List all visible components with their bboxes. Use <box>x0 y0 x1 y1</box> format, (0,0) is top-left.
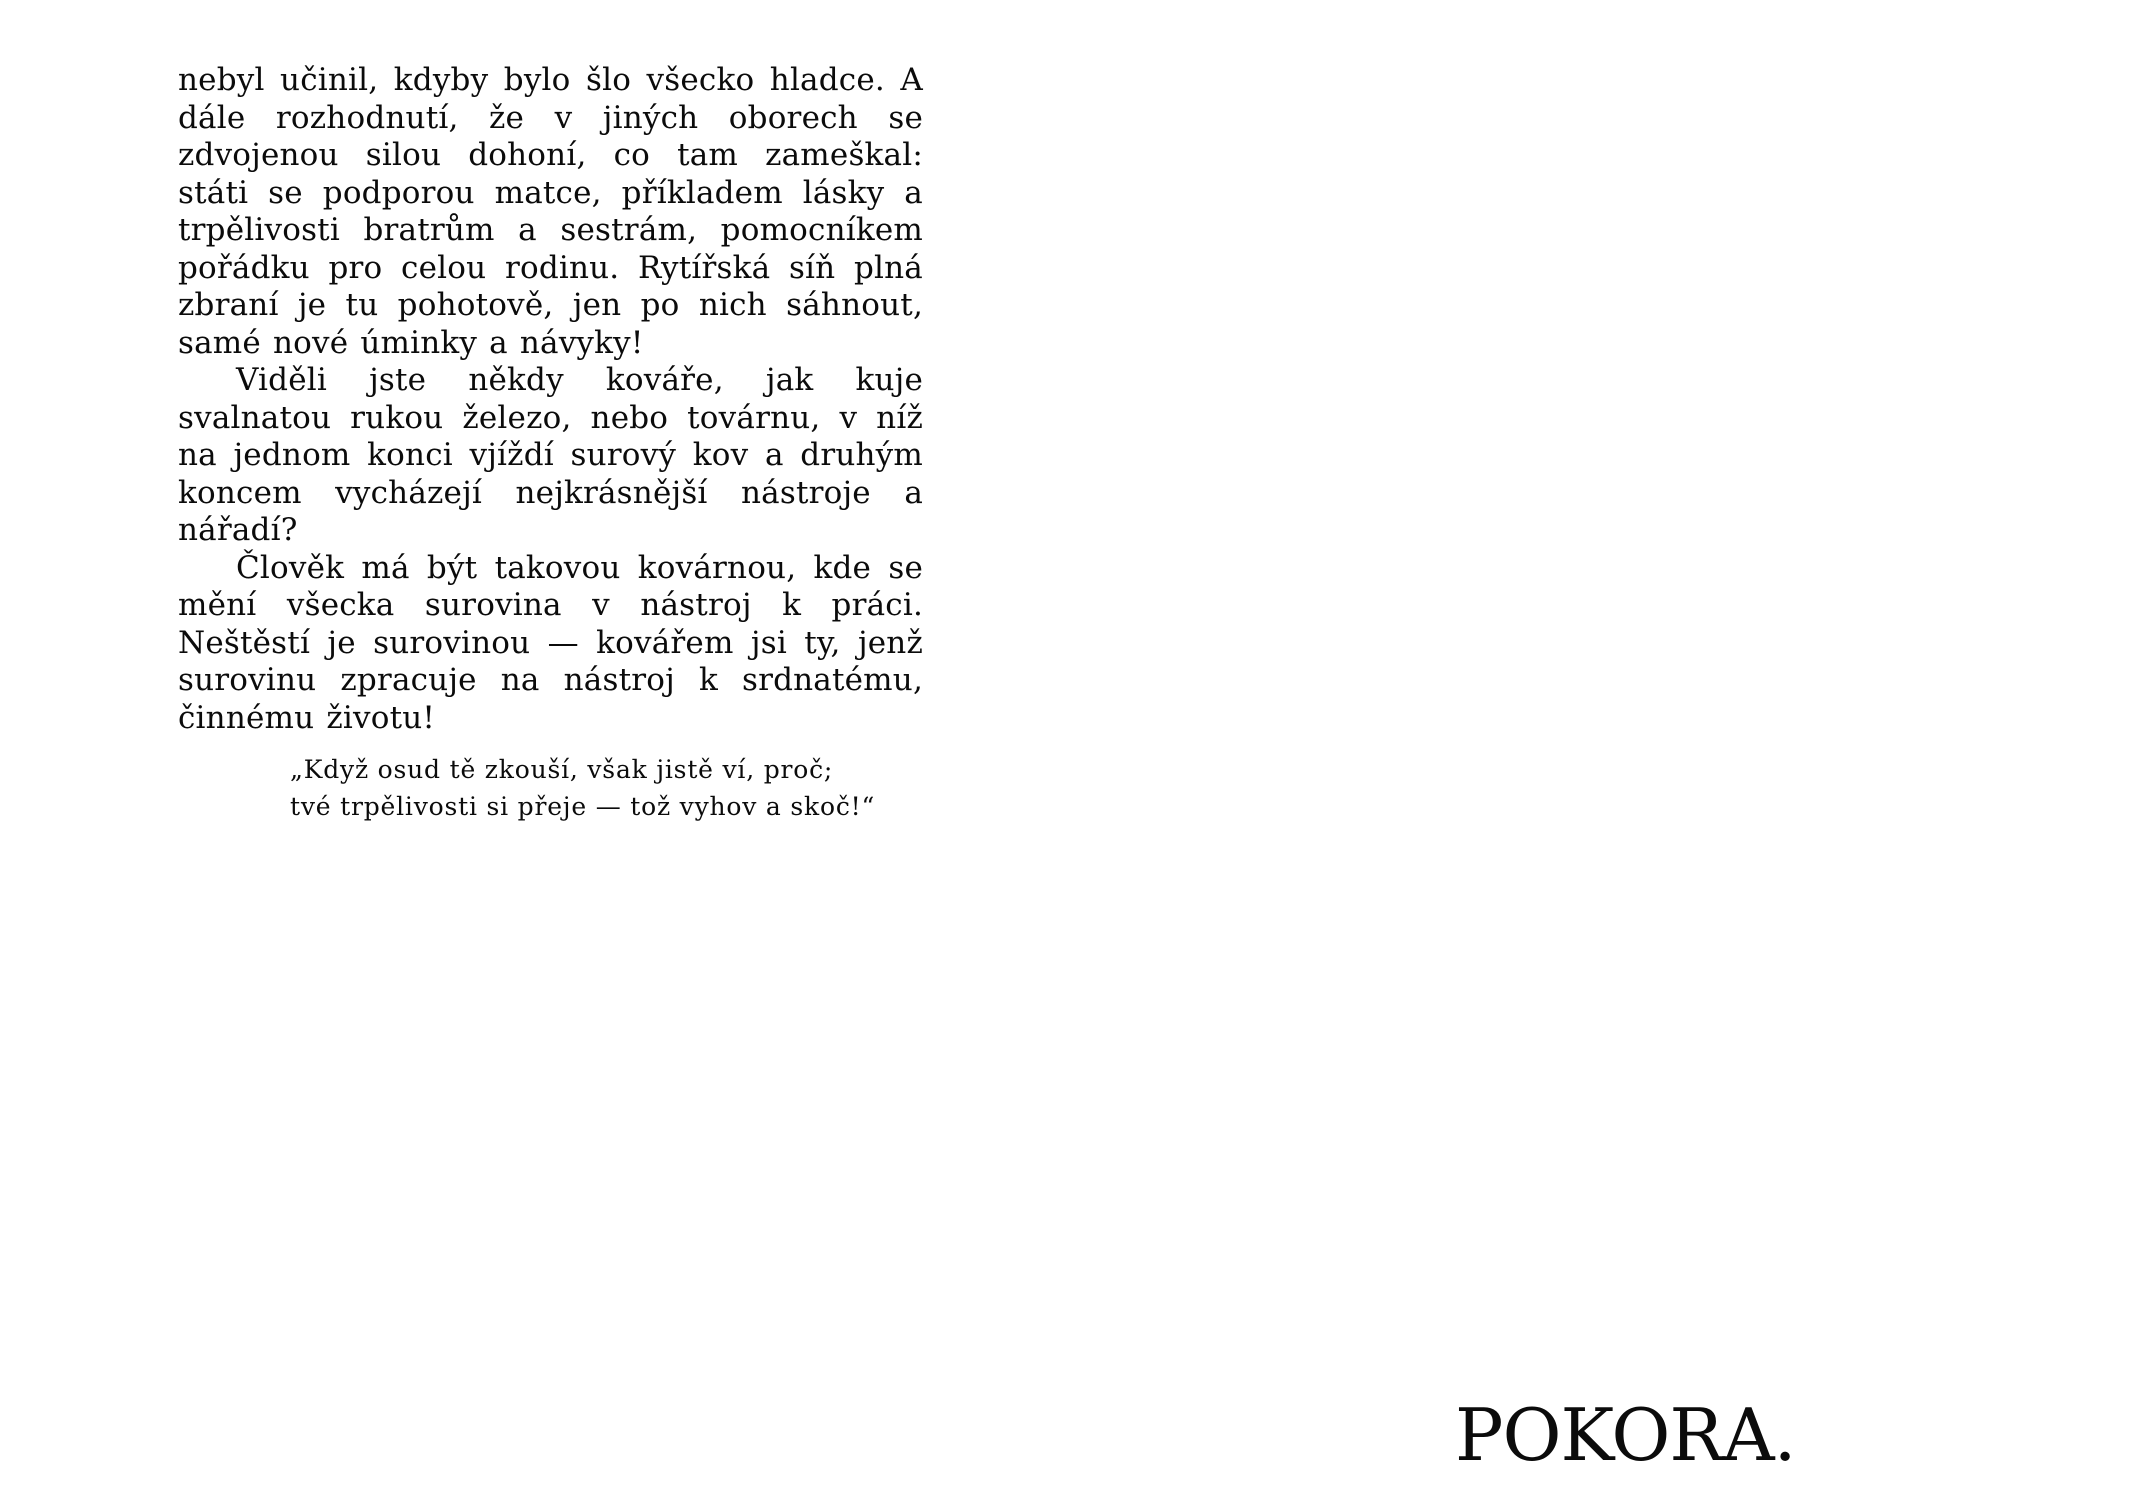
paragraph-blacksmith: Viděli jste někdy kováře, jak kuje svalnatou rukou železo, nebo továrnu, v níž na jednom konci vjíždí surový kov a druhým koncem vycházejí nejkrásnější nástroje a nářadí? <box>178 362 923 548</box>
chapter-title: POKORA. <box>1455 1393 1796 1477</box>
verse-line-2: tvé trpělivosti si přeje — tož vyhov a skoč!“ <box>290 792 876 821</box>
left-page-text <box>178 62 923 825</box>
paragraph-forge: Člověk má být takovou kovárnou, kde se mění všecka surovina v nástroj k práci. Neštěstí je surovinou — kovářem jsi ty, jenž surovinu zpracuje na nástroj k srdnatému, činnému životu! <box>178 549 923 736</box>
paragraph-continued: nebyl učinil, kdyby bylo šlo všecko hladce. A dále rozhodnutí, že v jiných oborech se zdvojenou silou dohoní, co tam zameškal: státi se podporou matce, příkladem lásky a trpělivosti bratrům a sestrám, pomocníkem pořádku pro celou rodinu. Rytířská síň plná zbraní je tu pohotově, jen po nich sáhnout, samé nové úminky a návyky! <box>178 62 923 361</box>
verse-quote <box>290 751 923 825</box>
verse-line-1: „Když osud tě zkouší, však jistě ví, proč; <box>290 755 834 784</box>
